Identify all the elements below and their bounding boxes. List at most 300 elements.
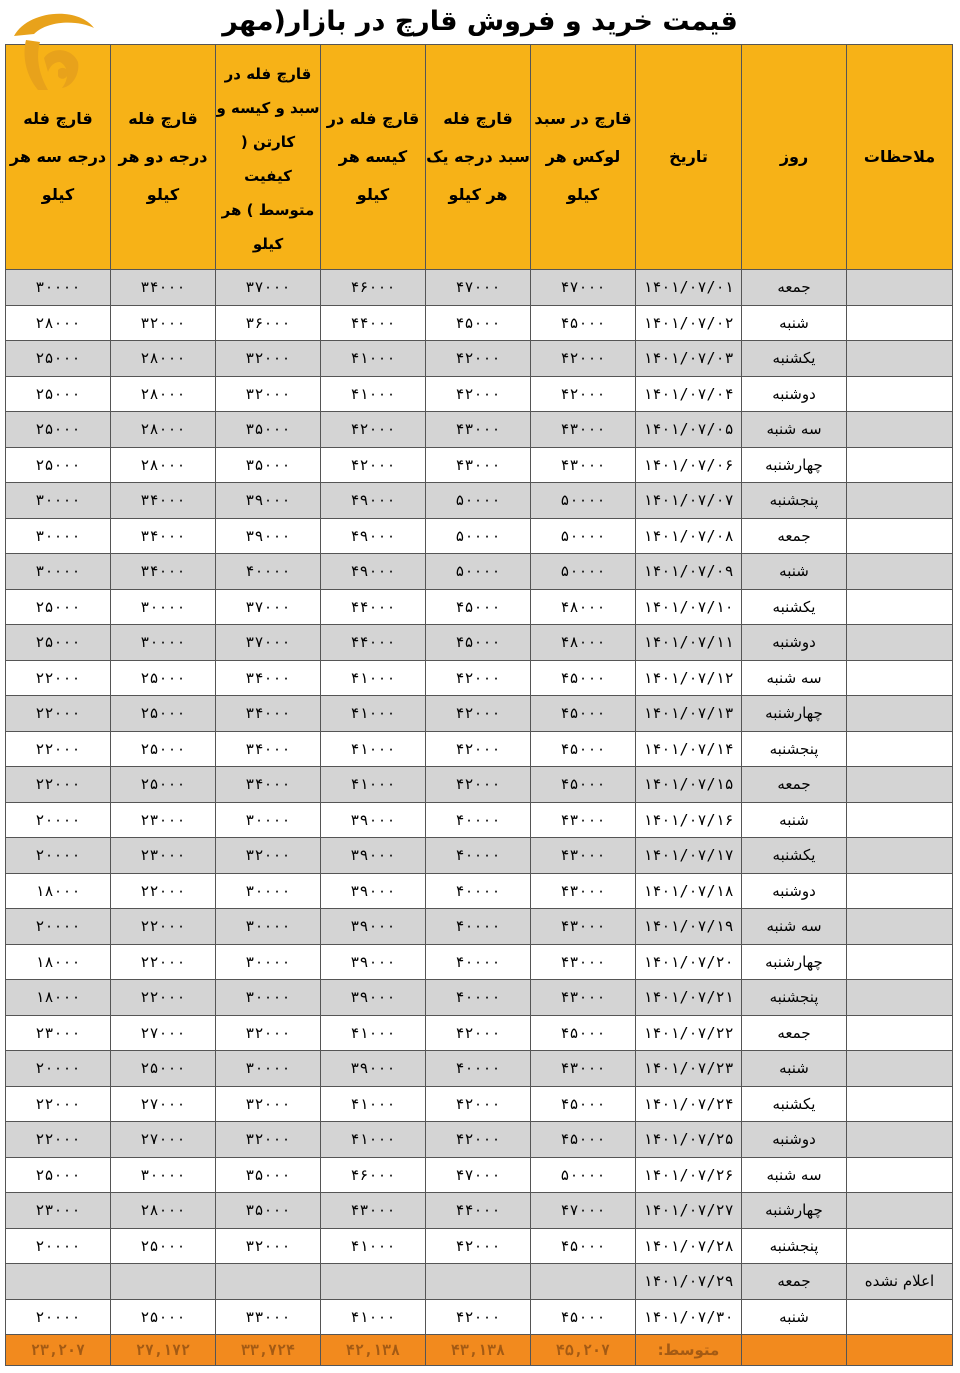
- cell-grade2: [111, 1264, 216, 1300]
- table-row: [6, 1015, 953, 1051]
- cell-grade2: ۳۴۰۰۰: [111, 554, 216, 590]
- cell-grade3: ۲۰۰۰۰: [6, 909, 111, 945]
- cell-lux-basket: ۴۵۰۰۰: [531, 1299, 636, 1335]
- cell-day: چهارشنبه: [742, 944, 847, 980]
- cell-grade2: ۲۲۰۰۰: [111, 944, 216, 980]
- table-row: [6, 731, 953, 767]
- cell-date: ۱۴۰۱/۰۷/۲۳: [636, 1051, 742, 1087]
- cell-date: ۱۴۰۱/۰۷/۲۲: [636, 1015, 742, 1051]
- cell-lux-basket: ۴۸۰۰۰: [531, 625, 636, 661]
- cell-grade1-basket: ۴۵۰۰۰: [426, 625, 531, 661]
- table-row: [6, 483, 953, 519]
- table-row: [6, 944, 953, 980]
- cell-bag-bulk: ۳۹۰۰۰: [321, 944, 426, 980]
- cell-mixed-pack: ۳۵۰۰۰: [216, 412, 321, 448]
- cell-bag-bulk: ۴۱۰۰۰: [321, 1228, 426, 1264]
- cell-day: جمعه: [742, 518, 847, 554]
- cell-grade3: ۲۳۰۰۰: [6, 1015, 111, 1051]
- cell-grade1-basket: ۴۲۰۰۰: [426, 660, 531, 696]
- cell-bag-bulk: ۴۱۰۰۰: [321, 1299, 426, 1335]
- cell-date: ۱۴۰۱/۰۷/۰۶: [636, 447, 742, 483]
- cell-day: پنجشنبه: [742, 980, 847, 1016]
- cell-bag-bulk: ۴۱۰۰۰: [321, 696, 426, 732]
- cell-notes: [847, 1299, 953, 1335]
- cell-grade1-basket: ۴۳۰۰۰: [426, 447, 531, 483]
- cell-grade3: ۲۰۰۰۰: [6, 1051, 111, 1087]
- cell-date: ۱۴۰۱/۰۷/۱۲: [636, 660, 742, 696]
- cell-lux-basket: ۴۵۰۰۰: [531, 696, 636, 732]
- table-row: [6, 1264, 953, 1300]
- average-grade1-basket: ۴۳,۱۳۸: [426, 1335, 531, 1366]
- cell-day: دوشنبه: [742, 1122, 847, 1158]
- cell-grade1-basket: ۵۰۰۰۰: [426, 518, 531, 554]
- cell-mixed-pack: ۳۰۰۰۰: [216, 802, 321, 838]
- logo: [8, 6, 98, 96]
- cell-grade3: ۳۰۰۰۰: [6, 518, 111, 554]
- table-row: [6, 376, 953, 412]
- cell-mixed-pack: ۳۴۰۰۰: [216, 696, 321, 732]
- cell-date: ۱۴۰۱/۰۷/۱۰: [636, 589, 742, 625]
- cell-notes: [847, 554, 953, 590]
- cell-mixed-pack: ۳۹۰۰۰: [216, 483, 321, 519]
- cell-date: ۱۴۰۱/۰۷/۲۰: [636, 944, 742, 980]
- cell-date: ۱۴۰۱/۰۷/۱۹: [636, 909, 742, 945]
- cell-grade2: ۲۵۰۰۰: [111, 767, 216, 803]
- cell-grade2: ۲۵۰۰۰: [111, 696, 216, 732]
- cell-grade3: ۱۸۰۰۰: [6, 980, 111, 1016]
- table-row: [6, 802, 953, 838]
- cell-notes: [847, 447, 953, 483]
- cell-day: یکشنبه: [742, 1086, 847, 1122]
- cell-date: ۱۴۰۱/۰۷/۰۲: [636, 305, 742, 341]
- cell-grade1-basket: ۴۰۰۰۰: [426, 802, 531, 838]
- cell-grade1-basket: ۴۲۰۰۰: [426, 731, 531, 767]
- cell-bag-bulk: ۴۴۰۰۰: [321, 305, 426, 341]
- header-mixed-pack: قارچ فله در سبد و کیسه و کارتن ( کیفیت متوسط ) هر کیلو: [216, 45, 321, 270]
- table-row: [6, 1228, 953, 1264]
- cell-lux-basket: ۵۰۰۰۰: [531, 554, 636, 590]
- cell-mixed-pack: ۳۵۰۰۰: [216, 1193, 321, 1229]
- cell-lux-basket: ۴۷۰۰۰: [531, 1193, 636, 1229]
- cell-mixed-pack: ۳۴۰۰۰: [216, 660, 321, 696]
- cell-grade1-basket: ۴۰۰۰۰: [426, 909, 531, 945]
- cell-grade1-basket: ۴۲۰۰۰: [426, 696, 531, 732]
- table-row: [6, 1299, 953, 1335]
- cell-date: ۱۴۰۱/۰۷/۱۸: [636, 873, 742, 909]
- cell-lux-basket: ۴۳۰۰۰: [531, 944, 636, 980]
- cell-bag-bulk: ۴۱۰۰۰: [321, 731, 426, 767]
- cell-bag-bulk: ۳۹۰۰۰: [321, 980, 426, 1016]
- header-grade3-bulk: قارچ فله درجه سه هر کیلو: [6, 45, 111, 270]
- cell-grade2: ۲۷۰۰۰: [111, 1122, 216, 1158]
- cell-bag-bulk: ۴۶۰۰۰: [321, 270, 426, 306]
- table-row: [6, 1193, 953, 1229]
- cell-lux-basket: ۴۳۰۰۰: [531, 873, 636, 909]
- cell-mixed-pack: ۳۲۰۰۰: [216, 376, 321, 412]
- price-table: [5, 44, 953, 1366]
- cell-date: ۱۴۰۱/۰۷/۰۴: [636, 376, 742, 412]
- cell-grade2: ۲۵۰۰۰: [111, 1051, 216, 1087]
- cell-date: ۱۴۰۱/۰۷/۱۷: [636, 838, 742, 874]
- cell-day: یکشنبه: [742, 341, 847, 377]
- cell-grade2: ۲۸۰۰۰: [111, 376, 216, 412]
- cell-grade3: ۳۰۰۰۰: [6, 483, 111, 519]
- cell-day: شنبه: [742, 802, 847, 838]
- cell-date: ۱۴۰۱/۰۷/۰۵: [636, 412, 742, 448]
- header-notes: ملاحظات: [847, 45, 953, 270]
- cell-notes: [847, 305, 953, 341]
- average-mixed-pack: ۳۳,۷۲۴: [216, 1335, 321, 1366]
- cell-notes: [847, 483, 953, 519]
- cell-lux-basket: ۴۵۰۰۰: [531, 1086, 636, 1122]
- cell-day: سه شنبه: [742, 909, 847, 945]
- cell-bag-bulk: ۴۱۰۰۰: [321, 376, 426, 412]
- cell-mixed-pack: ۳۰۰۰۰: [216, 944, 321, 980]
- cell-mixed-pack: ۳۵۰۰۰: [216, 1157, 321, 1193]
- cell-notes: [847, 980, 953, 1016]
- cell-day: پنجشنبه: [742, 1228, 847, 1264]
- table-row: [6, 305, 953, 341]
- header-grade1-basket: قارچ فله سبد درجه یک هر کیلو: [426, 45, 531, 270]
- average-grade2: ۲۷,۱۷۲: [111, 1335, 216, 1366]
- cell-lux-basket: ۴۵۰۰۰: [531, 1122, 636, 1158]
- cell-grade2: ۲۳۰۰۰: [111, 802, 216, 838]
- cell-bag-bulk: ۴۱۰۰۰: [321, 1015, 426, 1051]
- cell-grade2: ۲۸۰۰۰: [111, 341, 216, 377]
- cell-date: ۱۴۰۱/۰۷/۰۹: [636, 554, 742, 590]
- cell-mixed-pack: [216, 1264, 321, 1300]
- cell-mixed-pack: ۳۰۰۰۰: [216, 980, 321, 1016]
- cell-day: جمعه: [742, 1264, 847, 1300]
- cell-grade2: ۲۵۰۰۰: [111, 731, 216, 767]
- cell-lux-basket: ۴۵۰۰۰: [531, 660, 636, 696]
- cell-day: شنبه: [742, 305, 847, 341]
- cell-lux-basket: ۴۳۰۰۰: [531, 412, 636, 448]
- cell-bag-bulk: ۴۱۰۰۰: [321, 1122, 426, 1158]
- cell-grade2: ۲۸۰۰۰: [111, 447, 216, 483]
- cell-grade3: ۲۰۰۰۰: [6, 802, 111, 838]
- cell-day: شنبه: [742, 554, 847, 590]
- cell-mixed-pack: ۳۰۰۰۰: [216, 873, 321, 909]
- cell-mixed-pack: ۳۴۰۰۰: [216, 767, 321, 803]
- cell-day: پنجشنبه: [742, 483, 847, 519]
- cell-lux-basket: ۴۲۰۰۰: [531, 341, 636, 377]
- cell-date: ۱۴۰۱/۰۷/۱۱: [636, 625, 742, 661]
- cell-mixed-pack: ۳۰۰۰۰: [216, 1051, 321, 1087]
- cell-grade3: ۲۲۰۰۰: [6, 767, 111, 803]
- cell-bag-bulk: ۴۹۰۰۰: [321, 554, 426, 590]
- cell-day: جمعه: [742, 270, 847, 306]
- cell-day: سه شنبه: [742, 660, 847, 696]
- cell-lux-basket: ۴۵۰۰۰: [531, 731, 636, 767]
- cell-notes: [847, 341, 953, 377]
- cell-notes: [847, 1122, 953, 1158]
- cell-date: ۱۴۰۱/۰۷/۱۵: [636, 767, 742, 803]
- cell-grade1-basket: ۴۰۰۰۰: [426, 873, 531, 909]
- cell-lux-basket: ۴۵۰۰۰: [531, 1228, 636, 1264]
- cell-mixed-pack: ۳۲۰۰۰: [216, 1086, 321, 1122]
- cell-lux-basket: ۴۷۰۰۰: [531, 270, 636, 306]
- table-row: [6, 767, 953, 803]
- cell-grade1-basket: ۴۵۰۰۰: [426, 589, 531, 625]
- cell-notes: [847, 270, 953, 306]
- header-date: تاریخ: [636, 45, 742, 270]
- cell-bag-bulk: ۴۱۰۰۰: [321, 767, 426, 803]
- cell-grade2: ۳۰۰۰۰: [111, 1157, 216, 1193]
- cell-date: ۱۴۰۱/۰۷/۲۹: [636, 1264, 742, 1300]
- cell-lux-basket: ۴۳۰۰۰: [531, 1051, 636, 1087]
- cell-notes: [847, 873, 953, 909]
- cell-lux-basket: ۴۳۰۰۰: [531, 838, 636, 874]
- cell-grade3: ۲۵۰۰۰: [6, 589, 111, 625]
- cell-bag-bulk: ۴۱۰۰۰: [321, 660, 426, 696]
- cell-lux-basket: ۵۰۰۰۰: [531, 518, 636, 554]
- cell-grade1-basket: ۴۰۰۰۰: [426, 1051, 531, 1087]
- cell-grade3: ۱۸۰۰۰: [6, 944, 111, 980]
- cell-mixed-pack: ۳۷۰۰۰: [216, 625, 321, 661]
- table-row: [6, 412, 953, 448]
- cell-grade3: ۲۵۰۰۰: [6, 341, 111, 377]
- cell-grade2: ۲۳۰۰۰: [111, 838, 216, 874]
- cell-day: سه شنبه: [742, 412, 847, 448]
- cell-mixed-pack: ۳۵۰۰۰: [216, 447, 321, 483]
- cell-grade3: ۱۸۰۰۰: [6, 873, 111, 909]
- cell-date: ۱۴۰۱/۰۷/۲۴: [636, 1086, 742, 1122]
- cell-grade1-basket: ۴۲۰۰۰: [426, 1228, 531, 1264]
- header-lux-basket: قارچ در سبد لوکس هر کیلو: [531, 45, 636, 270]
- cell-grade3: ۲۵۰۰۰: [6, 447, 111, 483]
- cell-bag-bulk: ۴۳۰۰۰: [321, 1193, 426, 1229]
- cell-bag-bulk: ۴۱۰۰۰: [321, 341, 426, 377]
- cell-notes: [847, 731, 953, 767]
- cell-notes: [847, 589, 953, 625]
- cell-grade3: ۲۵۰۰۰: [6, 625, 111, 661]
- cell-grade1-basket: ۴۲۰۰۰: [426, 1299, 531, 1335]
- cell-lux-basket: [531, 1264, 636, 1300]
- table-row: [6, 873, 953, 909]
- cell-notes: [847, 1015, 953, 1051]
- cell-day: چهارشنبه: [742, 1193, 847, 1229]
- average-empty-notes: [847, 1335, 953, 1366]
- cell-grade2: ۲۲۰۰۰: [111, 980, 216, 1016]
- cell-day: چهارشنبه: [742, 447, 847, 483]
- table-row: [6, 554, 953, 590]
- cell-date: ۱۴۰۱/۰۷/۱۴: [636, 731, 742, 767]
- cell-mixed-pack: ۳۹۰۰۰: [216, 518, 321, 554]
- cell-grade3: ۲۳۰۰۰: [6, 1193, 111, 1229]
- cell-day: شنبه: [742, 1051, 847, 1087]
- cell-notes: [847, 696, 953, 732]
- cell-grade1-basket: ۵۰۰۰۰: [426, 483, 531, 519]
- cell-date: ۱۴۰۱/۰۷/۳۰: [636, 1299, 742, 1335]
- table-row: [6, 980, 953, 1016]
- cell-grade1-basket: ۴۰۰۰۰: [426, 838, 531, 874]
- table-row: [6, 1122, 953, 1158]
- cell-date: ۱۴۰۱/۰۷/۲۸: [636, 1228, 742, 1264]
- cell-lux-basket: ۴۳۰۰۰: [531, 909, 636, 945]
- cell-day: شنبه: [742, 1299, 847, 1335]
- cell-mixed-pack: ۳۲۰۰۰: [216, 1228, 321, 1264]
- cell-mixed-pack: ۳۰۰۰۰: [216, 909, 321, 945]
- cell-bag-bulk: ۴۴۰۰۰: [321, 589, 426, 625]
- cell-grade2: ۳۲۰۰۰: [111, 305, 216, 341]
- cell-notes: [847, 1157, 953, 1193]
- table-row: [6, 1157, 953, 1193]
- cell-bag-bulk: [321, 1264, 426, 1300]
- cell-grade1-basket: ۴۰۰۰۰: [426, 944, 531, 980]
- cell-date: ۱۴۰۱/۰۷/۱۳: [636, 696, 742, 732]
- cell-grade2: ۲۵۰۰۰: [111, 1299, 216, 1335]
- cell-grade1-basket: ۴۲۰۰۰: [426, 767, 531, 803]
- cell-mixed-pack: ۳۴۰۰۰: [216, 731, 321, 767]
- cell-day: دوشنبه: [742, 376, 847, 412]
- table-row: [6, 1051, 953, 1087]
- cell-grade2: ۲۵۰۰۰: [111, 660, 216, 696]
- cell-lux-basket: ۴۵۰۰۰: [531, 305, 636, 341]
- cell-notes: [847, 1051, 953, 1087]
- cell-grade2: ۲۵۰۰۰: [111, 1228, 216, 1264]
- cell-grade3: ۲۲۰۰۰: [6, 696, 111, 732]
- cell-notes: [847, 625, 953, 661]
- table-row: [6, 909, 953, 945]
- header-grade2-bulk: قارچ فله درجه دو هر کیلو: [111, 45, 216, 270]
- table-row: [6, 270, 953, 306]
- average-grade3: ۲۳,۲۰۷: [6, 1335, 111, 1366]
- cell-mixed-pack: ۳۷۰۰۰: [216, 589, 321, 625]
- cell-date: ۱۴۰۱/۰۷/۱۶: [636, 802, 742, 838]
- cell-date: ۱۴۰۱/۰۷/۰۱: [636, 270, 742, 306]
- cell-grade1-basket: ۴۳۰۰۰: [426, 412, 531, 448]
- cell-date: ۱۴۰۱/۰۷/۰۷: [636, 483, 742, 519]
- cell-grade1-basket: ۴۲۰۰۰: [426, 1086, 531, 1122]
- cell-grade1-basket: ۴۲۰۰۰: [426, 1122, 531, 1158]
- table-row: [6, 589, 953, 625]
- cell-grade3: ۲۲۰۰۰: [6, 731, 111, 767]
- cell-notes: [847, 518, 953, 554]
- cell-grade3: ۲۰۰۰۰: [6, 1299, 111, 1335]
- cell-notes: [847, 660, 953, 696]
- cell-grade1-basket: ۴۰۰۰۰: [426, 980, 531, 1016]
- cell-grade2: ۳۴۰۰۰: [111, 483, 216, 519]
- cell-lux-basket: ۵۰۰۰۰: [531, 483, 636, 519]
- cell-day: پنجشنبه: [742, 731, 847, 767]
- cell-grade2: ۳۰۰۰۰: [111, 589, 216, 625]
- cell-grade1-basket: ۴۴۰۰۰: [426, 1193, 531, 1229]
- average-lux-basket: ۴۵,۲۰۷: [531, 1335, 636, 1366]
- cell-bag-bulk: ۴۱۰۰۰: [321, 1086, 426, 1122]
- table-row: [6, 518, 953, 554]
- header-bag-bulk: قارچ فله در کیسه هر کیلو: [321, 45, 426, 270]
- cell-notes: [847, 412, 953, 448]
- cell-bag-bulk: ۴۲۰۰۰: [321, 447, 426, 483]
- table-row: [6, 696, 953, 732]
- cell-bag-bulk: ۳۹۰۰۰: [321, 1051, 426, 1087]
- header-day: روز: [742, 45, 847, 270]
- cell-bag-bulk: ۴۲۰۰۰: [321, 412, 426, 448]
- cell-lux-basket: ۴۸۰۰۰: [531, 589, 636, 625]
- cell-bag-bulk: ۳۹۰۰۰: [321, 802, 426, 838]
- cell-grade2: ۳۰۰۰۰: [111, 625, 216, 661]
- table-row: [6, 447, 953, 483]
- cell-grade3: ۲۵۰۰۰: [6, 412, 111, 448]
- cell-bag-bulk: ۴۶۰۰۰: [321, 1157, 426, 1193]
- cell-grade2: ۲۸۰۰۰: [111, 1193, 216, 1229]
- average-label: متوسط:: [636, 1335, 742, 1366]
- cell-grade1-basket: ۴۲۰۰۰: [426, 341, 531, 377]
- cell-bag-bulk: ۴۹۰۰۰: [321, 518, 426, 554]
- cell-grade1-basket: ۴۲۰۰۰: [426, 376, 531, 412]
- cell-notes: [847, 802, 953, 838]
- cell-grade2: ۲۷۰۰۰: [111, 1015, 216, 1051]
- cell-date: ۱۴۰۱/۰۷/۰۸: [636, 518, 742, 554]
- cell-day: یکشنبه: [742, 589, 847, 625]
- cell-day: جمعه: [742, 1015, 847, 1051]
- cell-date: ۱۴۰۱/۰۷/۲۱: [636, 980, 742, 1016]
- cell-lux-basket: ۵۰۰۰۰: [531, 1157, 636, 1193]
- cell-date: ۱۴۰۱/۰۷/۲۵: [636, 1122, 742, 1158]
- cell-grade2: ۲۲۰۰۰: [111, 873, 216, 909]
- cell-grade3: ۲۵۰۰۰: [6, 376, 111, 412]
- cell-grade3: [6, 1264, 111, 1300]
- cell-mixed-pack: ۳۲۰۰۰: [216, 1015, 321, 1051]
- cell-grade1-basket: ۴۵۰۰۰: [426, 305, 531, 341]
- cell-grade1-basket: [426, 1264, 531, 1300]
- cell-bag-bulk: ۳۹۰۰۰: [321, 909, 426, 945]
- cell-grade1-basket: ۵۰۰۰۰: [426, 554, 531, 590]
- cell-grade2: ۲۷۰۰۰: [111, 1086, 216, 1122]
- cell-grade3: ۳۰۰۰۰: [6, 270, 111, 306]
- cell-notes: [847, 1193, 953, 1229]
- cell-grade3: ۳۰۰۰۰: [6, 554, 111, 590]
- cell-day: جمعه: [742, 767, 847, 803]
- average-row: [6, 1335, 953, 1366]
- cell-notes: [847, 838, 953, 874]
- cell-notes: [847, 1228, 953, 1264]
- cell-lux-basket: ۴۲۰۰۰: [531, 376, 636, 412]
- cell-notes: اعلام نشده: [847, 1264, 953, 1300]
- cell-grade2: ۲۸۰۰۰: [111, 412, 216, 448]
- cell-day: چهارشنبه: [742, 696, 847, 732]
- cell-mixed-pack: ۳۶۰۰۰: [216, 305, 321, 341]
- cell-notes: [847, 376, 953, 412]
- cell-grade2: ۲۲۰۰۰: [111, 909, 216, 945]
- cell-grade1-basket: ۴۲۰۰۰: [426, 1015, 531, 1051]
- cell-grade3: ۲۵۰۰۰: [6, 1157, 111, 1193]
- table-header-row: [6, 45, 953, 270]
- cell-date: ۱۴۰۱/۰۷/۲۷: [636, 1193, 742, 1229]
- cell-mixed-pack: ۳۷۰۰۰: [216, 270, 321, 306]
- cell-grade3: ۲۰۰۰۰: [6, 1228, 111, 1264]
- cell-grade3: ۲۸۰۰۰: [6, 305, 111, 341]
- table-row: [6, 341, 953, 377]
- cell-grade3: ۲۲۰۰۰: [6, 1086, 111, 1122]
- cell-day: دوشنبه: [742, 625, 847, 661]
- cell-date: ۱۴۰۱/۰۷/۲۶: [636, 1157, 742, 1193]
- cell-grade1-basket: ۴۷۰۰۰: [426, 270, 531, 306]
- table-row: [6, 838, 953, 874]
- table-row: [6, 1086, 953, 1122]
- cell-lux-basket: ۴۳۰۰۰: [531, 802, 636, 838]
- cell-mixed-pack: ۳۳۰۰۰: [216, 1299, 321, 1335]
- cell-bag-bulk: ۴۹۰۰۰: [321, 483, 426, 519]
- cell-lux-basket: ۴۳۰۰۰: [531, 447, 636, 483]
- cell-bag-bulk: ۴۴۰۰۰: [321, 625, 426, 661]
- cell-grade3: ۲۲۰۰۰: [6, 660, 111, 696]
- cell-mixed-pack: ۴۰۰۰۰: [216, 554, 321, 590]
- cell-mixed-pack: ۳۲۰۰۰: [216, 838, 321, 874]
- cell-lux-basket: ۴۳۰۰۰: [531, 980, 636, 1016]
- cell-lux-basket: ۴۵۰۰۰: [531, 1015, 636, 1051]
